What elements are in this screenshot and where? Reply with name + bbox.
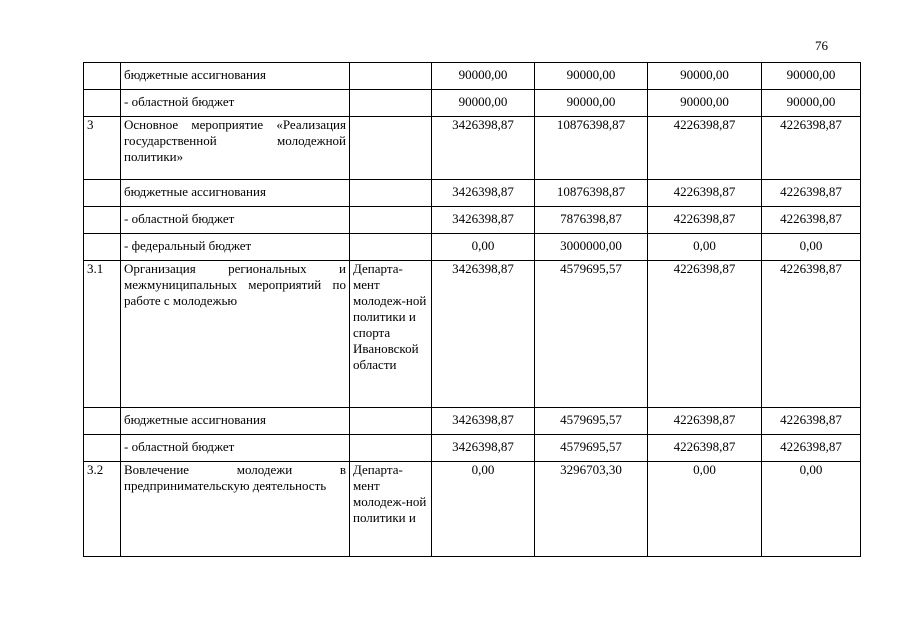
row-number <box>84 207 121 234</box>
row-executor <box>350 435 432 462</box>
row-value-3: 90000,00 <box>648 90 762 117</box>
row-number <box>84 234 121 261</box>
row-value-2: 90000,00 <box>535 90 648 117</box>
row-executor <box>350 234 432 261</box>
page-number: 76 <box>815 38 828 53</box>
row-value-4: 0,00 <box>762 234 861 261</box>
row-value-3: 4226398,87 <box>648 261 762 408</box>
row-value-3: 4226398,87 <box>648 435 762 462</box>
row-name: - областной бюджет <box>121 435 350 462</box>
table-row <box>84 180 861 207</box>
row-value-1: 3426398,87 <box>432 435 535 462</box>
row-value-3: 0,00 <box>648 462 762 557</box>
table-row <box>84 90 861 117</box>
row-value-1: 3426398,87 <box>432 207 535 234</box>
row-value-1: 0,00 <box>432 462 535 557</box>
row-name: Вовлечение молодежи в предпринимательскую деятельность <box>121 462 350 557</box>
row-value-2: 3000000,00 <box>535 234 648 261</box>
row-value-3: 4226398,87 <box>648 117 762 180</box>
row-value-3: 4226398,87 <box>648 408 762 435</box>
table-row <box>84 408 861 435</box>
row-value-3: 4226398,87 <box>648 207 762 234</box>
row-value-4: 4226398,87 <box>762 435 861 462</box>
row-value-4: 4226398,87 <box>762 180 861 207</box>
row-number <box>84 435 121 462</box>
row-value-3: 4226398,87 <box>648 180 762 207</box>
row-executor: Департа-мент молодеж-ной политики и спорта Ивановской области <box>350 261 432 408</box>
row-name: бюджетные ассигнования <box>121 180 350 207</box>
row-value-4: 4226398,87 <box>762 117 861 180</box>
row-number: 3 <box>84 117 121 180</box>
row-value-4: 0,00 <box>762 462 861 557</box>
row-executor <box>350 117 432 180</box>
budget-table <box>83 62 861 557</box>
row-executor <box>350 180 432 207</box>
row-number: 3.1 <box>84 261 121 408</box>
row-name: - областной бюджет <box>121 207 350 234</box>
row-value-1: 3426398,87 <box>432 117 535 180</box>
row-value-4: 90000,00 <box>762 90 861 117</box>
row-number: 3.2 <box>84 462 121 557</box>
row-value-2: 3296703,30 <box>535 462 648 557</box>
row-name: Организация региональных и межмуниципальных мероприятий по работе с молодежью <box>121 261 350 408</box>
table-row <box>84 63 861 90</box>
row-number <box>84 90 121 117</box>
row-value-4: 4226398,87 <box>762 207 861 234</box>
row-executor <box>350 408 432 435</box>
row-name: бюджетные ассигнования <box>121 63 350 90</box>
row-value-2: 4579695,57 <box>535 435 648 462</box>
table-row <box>84 462 861 557</box>
row-value-3: 90000,00 <box>648 63 762 90</box>
row-value-2: 10876398,87 <box>535 180 648 207</box>
row-executor: Департа-мент молодеж-ной политики и <box>350 462 432 557</box>
row-value-4: 4226398,87 <box>762 261 861 408</box>
row-value-3: 0,00 <box>648 234 762 261</box>
row-number <box>84 63 121 90</box>
row-executor <box>350 207 432 234</box>
row-name: Основное мероприятие «Реализация государственной молодежной политики» <box>121 117 350 180</box>
row-value-2: 4579695,57 <box>535 408 648 435</box>
row-value-2: 4579695,57 <box>535 261 648 408</box>
row-executor <box>350 63 432 90</box>
row-name: - областной бюджет <box>121 90 350 117</box>
row-name: - федеральный бюджет <box>121 234 350 261</box>
row-value-4: 90000,00 <box>762 63 861 90</box>
row-value-1: 90000,00 <box>432 63 535 90</box>
table-row <box>84 435 861 462</box>
row-value-2: 7876398,87 <box>535 207 648 234</box>
row-value-2: 90000,00 <box>535 63 648 90</box>
table-row <box>84 207 861 234</box>
table-row <box>84 117 861 180</box>
row-value-1: 3426398,87 <box>432 180 535 207</box>
table-row <box>84 234 861 261</box>
table-row <box>84 261 861 408</box>
row-executor <box>350 90 432 117</box>
row-name: бюджетные ассигнования <box>121 408 350 435</box>
row-number <box>84 180 121 207</box>
row-value-1: 3426398,87 <box>432 261 535 408</box>
row-value-1: 90000,00 <box>432 90 535 117</box>
row-number <box>84 408 121 435</box>
row-value-2: 10876398,87 <box>535 117 648 180</box>
row-value-1: 0,00 <box>432 234 535 261</box>
row-value-4: 4226398,87 <box>762 408 861 435</box>
row-value-1: 3426398,87 <box>432 408 535 435</box>
